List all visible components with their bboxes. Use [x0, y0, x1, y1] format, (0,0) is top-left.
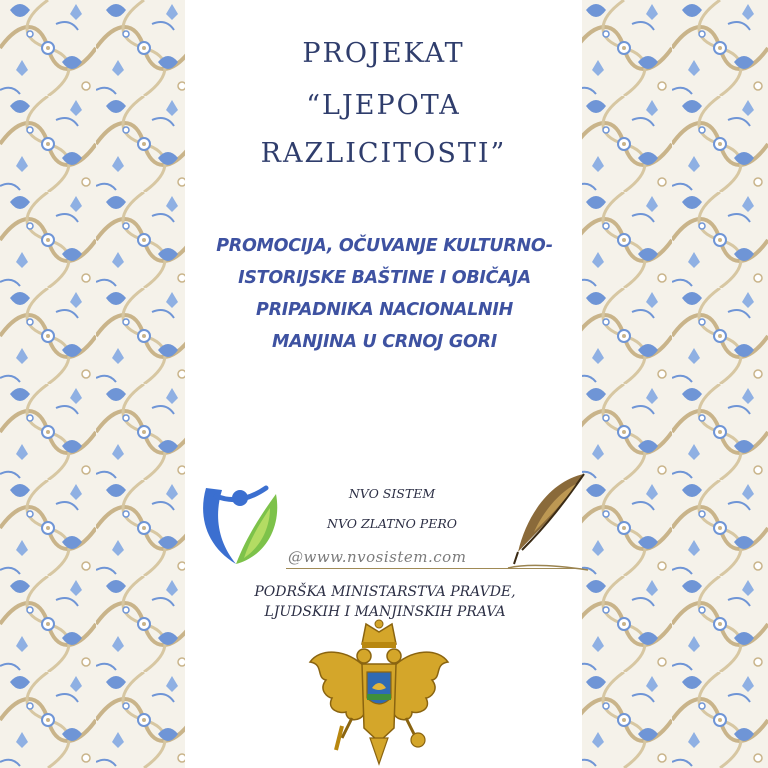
coat-of-arms-icon [306, 618, 452, 768]
project-label: PROJEKAT [302, 38, 465, 69]
project-title-line1: “LJEPOTA [306, 90, 461, 121]
website-link[interactable]: @www.nvosistem.com [288, 548, 467, 566]
project-description: PROMOCIJA, OČUVANJE KULTURNO-ISTORIJSKE BAŠTINE I OBIČAJA PRIPADNIKA NACIONALNIH MANJINA U CRNOJ GORI [216, 236, 553, 352]
org-nvo-sistem: NVO SISTEM [348, 486, 436, 501]
support-line2: LJUDSKIH I MANJINSKIH PRAVA [264, 604, 506, 620]
feather-quill-icon [504, 470, 590, 574]
project-title-line2: RAZLICITOSTI” [260, 138, 507, 169]
org-nvo-zlatno-pero: NVO ZLATNO PERO [327, 516, 457, 531]
nvo-sistem-logo-icon [196, 476, 282, 568]
support-line1: PODRŠKA MINISTARSTVA PRAVDE, [254, 584, 516, 600]
